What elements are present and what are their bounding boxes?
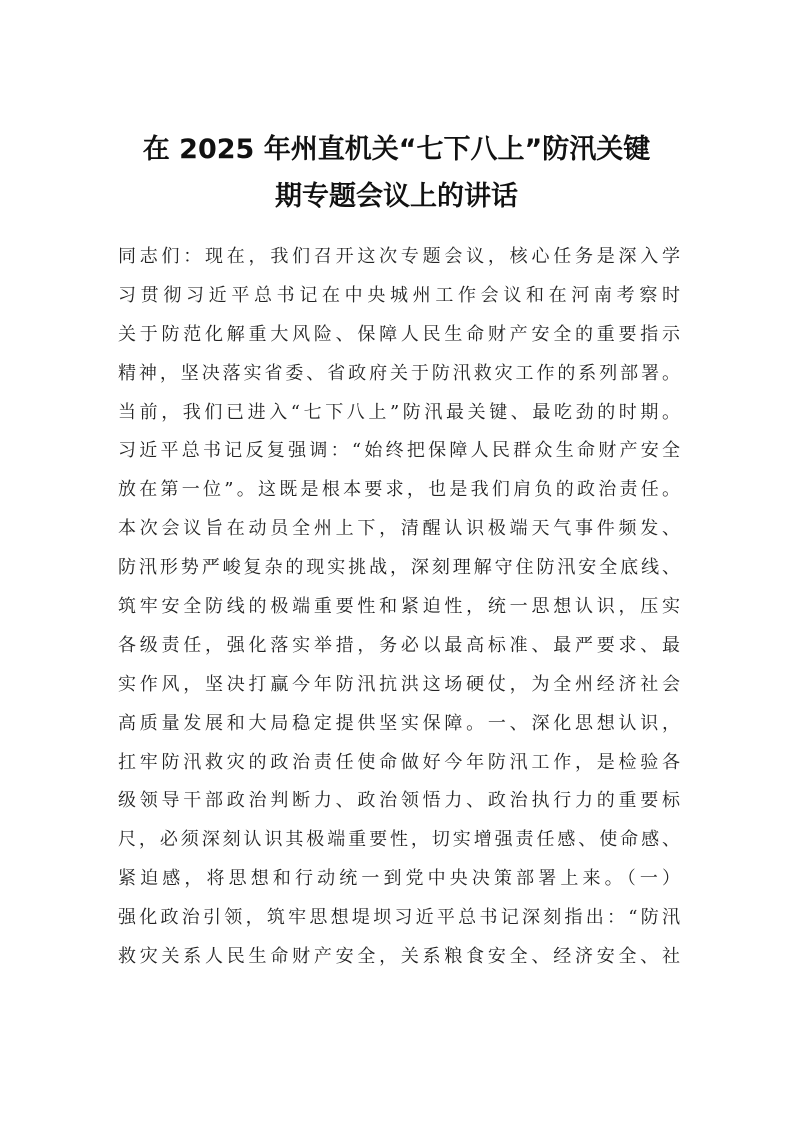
body-line: 救灾关系人民生命财产安全，关系粮食安全、经济安全、社 bbox=[118, 946, 680, 968]
body-line: 关于防范化解重大风险、保障人民生命财产安全的重要指示 bbox=[118, 323, 680, 345]
body-line: 实作风，坚决打赢今年防汛抗洪这场硬仗，为全州经济社会 bbox=[118, 673, 680, 695]
body-line: 放在第一位”。这既是根本要求，也是我们肩负的政治责任。 bbox=[118, 479, 680, 501]
body-line: 强化政治引领，筑牢思想堤坝习近平总书记深刻指出：“防汛 bbox=[118, 907, 680, 929]
document-title-line-2: 期专题会议上的讲话 bbox=[275, 181, 518, 212]
body-line: 习近平总书记反复强调：“始终把保障人民群众生命财产安全 bbox=[118, 440, 680, 462]
document-title-line-1: 在 2025 年州直机关“七下八上”防汛关键 bbox=[142, 134, 651, 165]
body-line: 习贯彻习近平总书记在中央城州工作会议和在河南考察时 bbox=[118, 284, 680, 306]
body-line: 本次会议旨在动员全州上下，清醒认识极端天气事件频发、 bbox=[118, 518, 680, 540]
body-line: 精神，坚决落实省委、省政府关于防汛救灾工作的系列部署。 bbox=[118, 362, 680, 384]
body-line: 筑牢安全防线的极端重要性和紧迫性，统一思想认识，压实 bbox=[118, 596, 680, 618]
body-line: 尺，必须深刻认识其极端重要性，切实增强责任感、使命感、 bbox=[118, 829, 680, 851]
body-line: 高质量发展和大局稳定提供坚实保障。一、深化思想认识， bbox=[118, 712, 680, 734]
body-line: 同志们：现在，我们召开这次专题会议，核心任务是深入学 bbox=[118, 246, 680, 267]
body-line: 扛牢防汛救灾的政治责任使命做好今年防汛工作，是检验各 bbox=[118, 751, 680, 773]
body-line: 级领导干部政治判断力、政治领悟力、政治执行力的重要标 bbox=[118, 790, 680, 812]
body-line: 当前，我们已进入“七下八上”防汛最关键、最吃劲的时期。 bbox=[118, 401, 680, 423]
body-line: 防汛形势严峻复杂的现实挑战，深刻理解守住防汛安全底线、 bbox=[118, 557, 680, 579]
document-body bbox=[118, 238, 680, 977]
body-line: 各级责任，强化落实举措，务必以最高标准、最严要求、最 bbox=[118, 634, 680, 656]
body-line: 紧迫感，将思想和行动统一到党中央决策部署上来。（一） bbox=[118, 868, 680, 890]
